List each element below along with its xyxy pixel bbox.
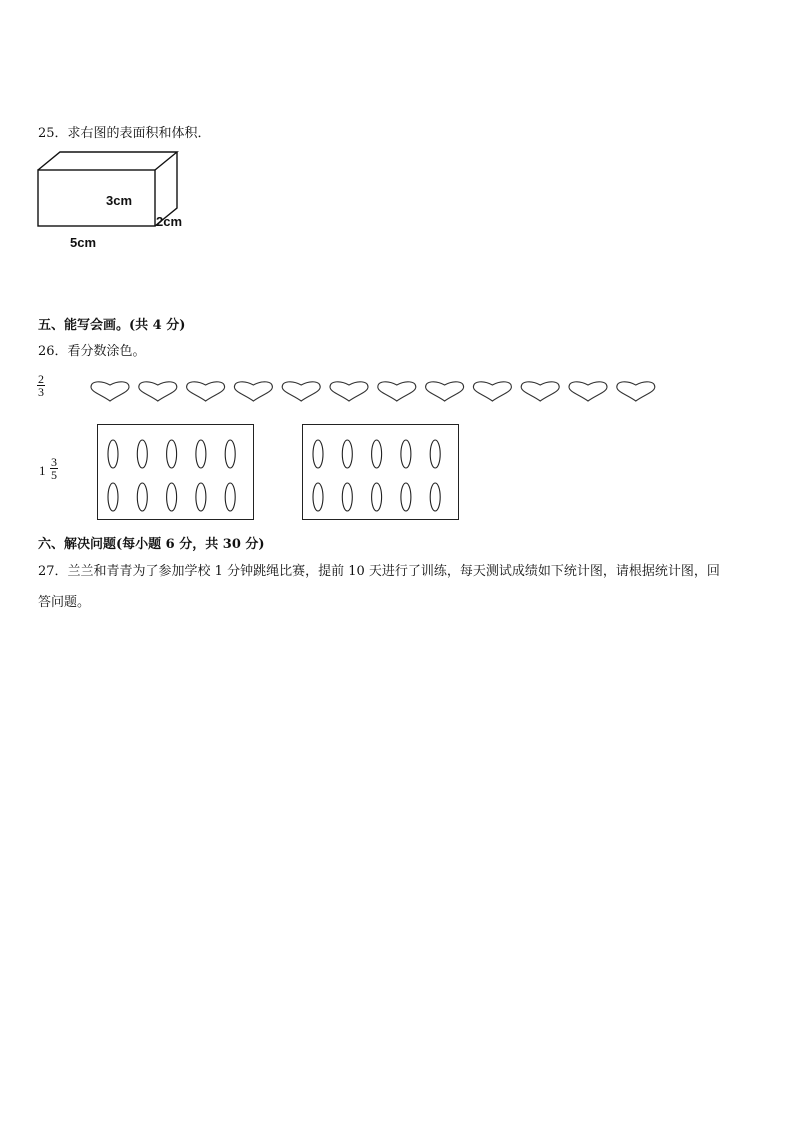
- oval-shape: [430, 440, 440, 468]
- oval-shape: [372, 440, 382, 468]
- heart-shape: [473, 382, 511, 401]
- heart-shape: [139, 382, 177, 401]
- oval-shape: [372, 483, 382, 511]
- oval-shape: [167, 440, 177, 468]
- height-label: 3cm: [106, 193, 133, 208]
- q27-line1: 27．兰兰和青青为了参加学校 1 分钟跳绳比赛，提前 10 天进行了训练，每天测试成绩如下统计图，请根据统计图，回: [38, 564, 720, 579]
- oval-box-2: [302, 424, 459, 520]
- hearts-svg: [90, 379, 670, 405]
- heart-shape: [378, 382, 416, 401]
- oval-shape: [225, 483, 235, 511]
- cuboid-front-face: [38, 170, 155, 226]
- oval-shape: [313, 483, 323, 511]
- oval-shape: [137, 483, 147, 511]
- cuboid-figure: [30, 148, 200, 258]
- oval-shape: [342, 440, 352, 468]
- oval-shape: [430, 483, 440, 511]
- heart-shape: [282, 382, 320, 401]
- oval-shape: [401, 483, 411, 511]
- fraction-two-thirds: 2 3: [38, 372, 44, 399]
- heart-shape: [521, 382, 559, 401]
- length-label: 5cm: [70, 235, 97, 250]
- q26-text: 26．看分数涂色。: [38, 344, 146, 359]
- heart-shape: [426, 382, 464, 401]
- oval-shape: [108, 483, 118, 511]
- cuboid-top-face: [38, 152, 177, 170]
- fraction-three-fifths: 3 5: [51, 455, 57, 482]
- oval-shape: [108, 440, 118, 468]
- ovals-svg: [98, 425, 253, 519]
- oval-shape: [342, 483, 352, 511]
- depth-label: 2cm: [156, 214, 183, 229]
- heart-shape: [234, 382, 272, 401]
- oval-shape: [313, 440, 323, 468]
- section5-title: 五、能写会画。(共 4 分): [38, 318, 186, 333]
- q27-line2: 答问题。: [38, 595, 91, 610]
- heart-shape: [617, 382, 655, 401]
- section6-title: 六、解决问题(每小题 6 分，共 30 分): [38, 537, 265, 552]
- oval-shape: [196, 483, 206, 511]
- oval-box-1: [97, 424, 254, 520]
- hearts-row: [90, 379, 670, 405]
- oval-shape: [137, 440, 147, 468]
- q25-text: 25．求右图的表面积和体积．: [38, 126, 211, 141]
- oval-shape: [401, 440, 411, 468]
- ovals-svg: [303, 425, 458, 519]
- oval-shape: [167, 483, 177, 511]
- heart-shape: [187, 382, 225, 401]
- heart-shape: [330, 382, 368, 401]
- mixed-whole: 1: [39, 463, 46, 478]
- heart-shape: [91, 382, 129, 401]
- heart-shape: [569, 382, 607, 401]
- oval-shape: [196, 440, 206, 468]
- oval-shape: [225, 440, 235, 468]
